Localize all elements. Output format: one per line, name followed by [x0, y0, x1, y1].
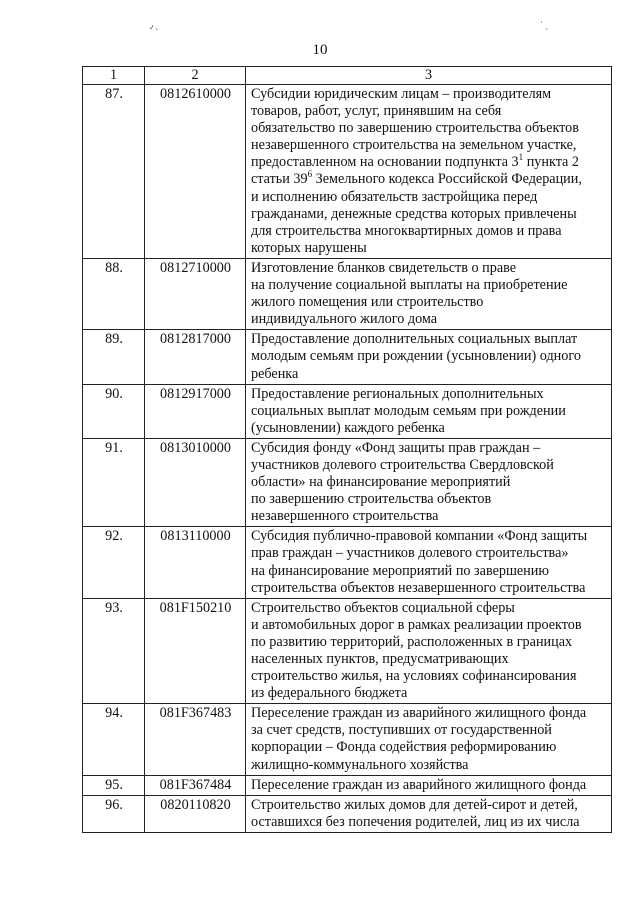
description-line: строительство жилья, на условиях софинансирования	[251, 668, 577, 685]
description-line: ребенка	[251, 365, 299, 382]
scan-mark-right: ˙ ˎ	[540, 20, 549, 30]
row-number: 96.	[83, 795, 145, 832]
row-number: 94.	[83, 704, 145, 775]
budget-classification-table	[82, 66, 612, 833]
table-row	[83, 795, 612, 832]
description-line: Субсидия публично-правовой компании «Фонд защиты	[251, 528, 588, 545]
description-line: на получение социальной выплаты на приобретение	[251, 277, 568, 294]
table-header-row	[83, 67, 612, 85]
table-row	[83, 527, 612, 598]
description-line: которых нарушены	[251, 239, 367, 256]
expense-description	[246, 598, 612, 704]
description-line: Субсидия фонду «Фонд защиты прав граждан –	[251, 439, 541, 456]
description-line: Строительство жилых домов для детей-сирот и детей,	[251, 796, 578, 813]
budget-code: 0813010000	[145, 438, 246, 526]
budget-code: 0820110820	[145, 795, 246, 832]
table-row	[83, 330, 612, 384]
expense-description	[246, 330, 612, 384]
description-line: незавершенного строительства	[251, 508, 439, 525]
description-line: Предоставление региональных дополнительных	[251, 385, 544, 402]
line-text: предоставленном на основании подпункта 3	[251, 154, 519, 171]
table-row	[83, 258, 612, 329]
description-line: Изготовление бланков свидетельств о праве	[251, 259, 517, 276]
description-line: и исполнению обязательств застройщика перед	[251, 188, 538, 205]
header-cell-3: 3	[246, 67, 612, 85]
line-text: Земельного кодекса Российской Федерации,	[312, 171, 582, 188]
table-row	[83, 85, 612, 259]
description-line: за счет средств, поступивших от государственной	[251, 722, 552, 739]
top-scan-marks	[0, 20, 640, 32]
expense-description	[246, 775, 612, 795]
scan-mark-left: ٫ ˎ	[150, 20, 159, 30]
row-number: 93.	[83, 598, 145, 704]
description-line: Субсидии юридическим лицам – производителям	[251, 86, 552, 102]
budget-code: 0812710000	[145, 258, 246, 329]
description-line: из федерального бюджета	[251, 685, 408, 702]
expense-description	[246, 704, 612, 775]
row-number: 90.	[83, 384, 145, 438]
description-line: участников долевого строительства Свердловской	[251, 456, 554, 473]
budget-code: 081F150210	[145, 598, 246, 704]
description-line: индивидуального жилого дома	[251, 311, 438, 328]
description-line: молодым семьям при рождении (усыновлении) одного	[251, 348, 581, 365]
table-row	[83, 438, 612, 526]
description-line: по развитию территорий, расположенных в границах	[251, 633, 573, 650]
description-line: строительства объектов незавершенного строительства	[251, 579, 586, 596]
description-line: Предоставление дополнительных социальных выплат	[251, 331, 578, 348]
expense-description	[246, 795, 612, 832]
description-line: товаров, работ, услуг, принявшим на себя	[251, 103, 502, 120]
expense-description	[246, 258, 612, 329]
page-number: 10	[312, 42, 328, 58]
expense-description	[246, 384, 612, 438]
description-line	[251, 154, 607, 171]
expense-description	[246, 85, 612, 259]
budget-code: 0812610000	[145, 85, 246, 259]
description-line: жилищно-коммунального хозяйства	[251, 756, 469, 773]
table-row	[83, 598, 612, 704]
description-line: корпорации – Фонда содействия реформированию	[251, 739, 557, 756]
table-row	[83, 384, 612, 438]
description-line: Строительство объектов социальной сферы	[251, 599, 515, 616]
description-line: гражданами, денежные средства которых привлечены	[251, 205, 577, 222]
description-line: (усыновлении) каждого ребенка	[251, 419, 445, 436]
description-line: незавершенного строительства на земельном участке,	[251, 137, 577, 154]
table-row	[83, 775, 612, 795]
expense-description	[246, 527, 612, 598]
row-number: 88.	[83, 258, 145, 329]
description-line: и автомобильных дорог в рамках реализации проектов	[251, 616, 582, 633]
superscript: 1	[518, 152, 524, 163]
row-number: 87.	[83, 85, 145, 259]
header-cell-2: 2	[145, 67, 246, 85]
description-line: Переселение граждан из аварийного жилищного фонда	[251, 776, 587, 793]
row-number: 92.	[83, 527, 145, 598]
expense-description	[246, 438, 612, 526]
row-number: 91.	[83, 438, 145, 526]
description-line: по завершению строительства объектов	[251, 491, 492, 508]
description-line: Переселение граждан из аварийного жилищного фонда	[251, 705, 587, 722]
description-line: обязательство по завершению строительства объектов	[251, 120, 579, 137]
description-line: области» на финансирование мероприятий	[251, 474, 511, 491]
superscript: 6	[307, 169, 313, 180]
description-line	[251, 171, 607, 188]
table-row	[83, 704, 612, 775]
line-text: статьи 39	[251, 171, 308, 188]
row-number: 89.	[83, 330, 145, 384]
description-line: для строительства многоквартирных домов и права	[251, 222, 562, 239]
budget-code: 0813110000	[145, 527, 246, 598]
description-line: жилого помещения или строительство	[251, 294, 484, 311]
budget-code: 0812917000	[145, 384, 246, 438]
row-number: 95.	[83, 775, 145, 795]
description-line: оставшихся без попечения родителей, лиц из их числа	[251, 813, 580, 830]
budget-code: 081F367483	[145, 704, 246, 775]
description-line: социальных выплат молодым семьям при рождении	[251, 402, 566, 419]
description-line: на финансирование мероприятий по завершению	[251, 562, 549, 579]
description-line: прав граждан – участников долевого строительства»	[251, 545, 569, 562]
budget-code: 081F367484	[145, 775, 246, 795]
line-text: пункта 2	[523, 154, 579, 171]
header-cell-1: 1	[83, 67, 145, 85]
description-line: населенных пунктов, предусматривающих	[251, 651, 509, 667]
budget-code: 0812817000	[145, 330, 246, 384]
